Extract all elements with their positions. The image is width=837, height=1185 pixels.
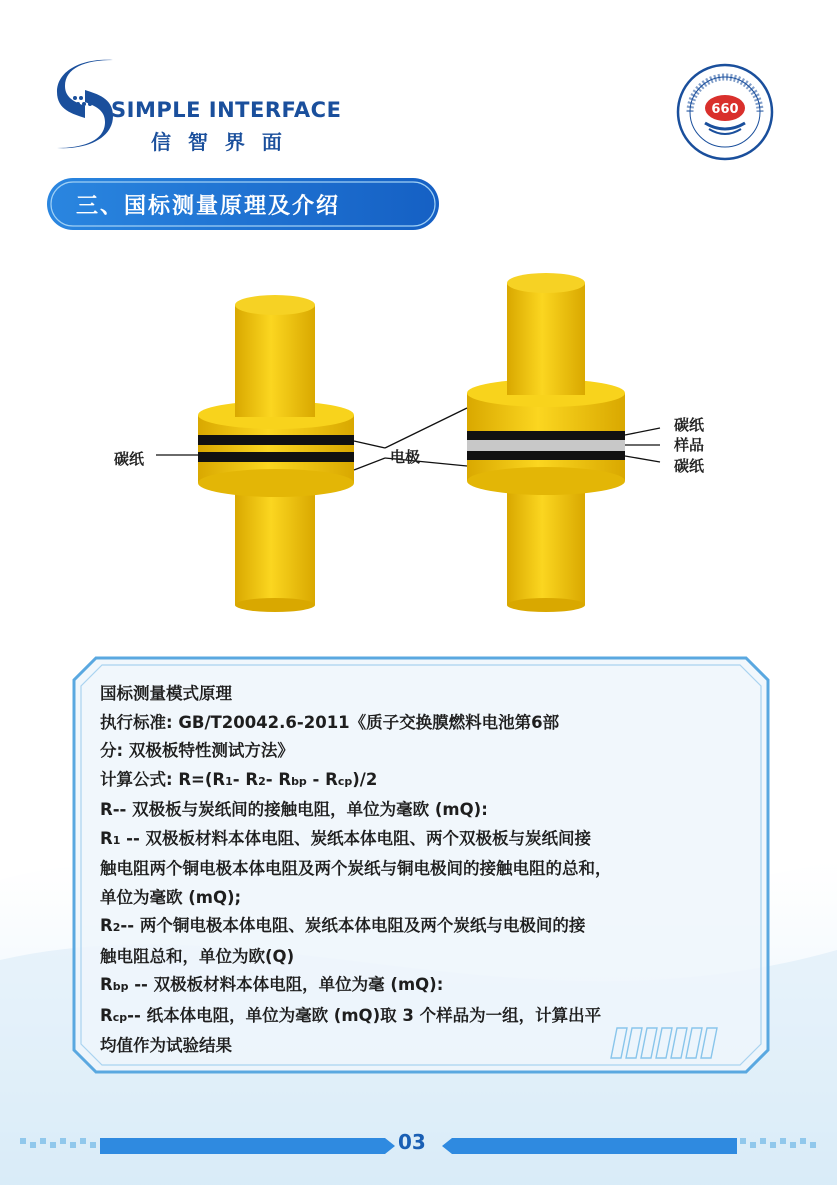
institute-seal-icon <box>676 63 774 161</box>
formula-suffix: )/2 <box>352 769 378 789</box>
brand-name-cn: 信 智 界 面 <box>151 130 287 154</box>
r1-symbol: R <box>100 828 113 848</box>
formula-mid-2: - R <box>265 769 292 789</box>
r1-definition-line-1 <box>100 825 760 856</box>
formula-mid-3: - R <box>306 769 338 789</box>
brand-logo-icon <box>55 58 115 150</box>
label-carbon-right-bottom: 碳纸 <box>674 457 705 475</box>
r2-symbol: R <box>100 916 113 935</box>
r2-subscript: 2 <box>112 921 121 934</box>
brand-name-en: SIMPLE INTERFACE <box>111 98 342 122</box>
rbp-subscript: bp <box>112 980 129 993</box>
electrode-diagram <box>100 265 740 615</box>
info-heading: 国标测量模式原理 <box>100 684 232 703</box>
r2-definition-line-1 <box>100 912 760 943</box>
formula-prefix: 计算公式: R=(R <box>100 769 226 789</box>
label-carbon-right-top: 碳纸 <box>674 416 705 434</box>
label-carbon-left: 碳纸 <box>114 450 145 468</box>
formula-sub-2: 2 <box>258 774 266 788</box>
rcp-definition-line-1 <box>100 1002 760 1033</box>
label-electrode: 电极 <box>390 448 421 466</box>
formula-sub-3: bp <box>291 774 307 788</box>
info-text-block <box>100 680 760 1061</box>
right-electrode-assembly <box>467 273 625 612</box>
formula-mid-1: - R <box>232 769 259 789</box>
formula-sub-4: cp <box>337 774 353 788</box>
rcp-text-1: -- 纸本体电阻，单位为毫欧 (mQ)取 3 个样品为一组，计算出平 <box>127 1005 602 1025</box>
r1-text-1: -- 双极板材料本体电阻、炭纸本体电阻、两个双极板与炭纸间接 <box>120 828 592 848</box>
r-definition: R-- 双极板与炭纸间的接触电阻，单位为毫欧 (mQ): <box>100 800 488 819</box>
left-electrode-assembly <box>198 295 354 612</box>
r2-text-1: -- 两个铜电极本体电阻、炭纸本体电阻及两个炭纸与电极间的接 <box>120 916 586 935</box>
label-sample: 样品 <box>674 436 705 454</box>
rbp-text: -- 双极板材料本体电阻，单位为毫 (mQ): <box>128 975 444 994</box>
seal-center-text: 660 <box>711 102 739 117</box>
rbp-symbol: R <box>100 975 113 994</box>
brand-logo <box>55 58 345 153</box>
section-title: 三、国标测量原理及介绍 <box>76 194 341 219</box>
standard-line-1: 执行标准: GB/T20042.6-2011《质子交换膜燃料电池第6部 <box>100 712 560 732</box>
formula-line <box>100 766 760 797</box>
rcp-symbol: R <box>100 1005 113 1025</box>
rcp-subscript: cp <box>112 1010 128 1024</box>
page-number: 03 <box>398 1130 426 1154</box>
formula-sub-1: 1 <box>225 774 233 788</box>
rbp-definition <box>100 971 760 1002</box>
r1-subscript: 1 <box>112 833 121 847</box>
r1-definition-line-3: 单位为毫欧 (mQ); <box>100 887 242 907</box>
r1-definition-line-2: 触电阻两个铜电极本体电阻及两个炭纸与铜电极间的接触电阻的总和， <box>100 859 612 878</box>
standard-line-2: 分: 双极板特性测试方法》 <box>100 741 294 760</box>
rcp-definition-line-2: 均值作为试验结果 <box>100 1036 232 1055</box>
r2-definition-line-2: 触电阻总和，单位为欧(Q) <box>100 946 295 966</box>
